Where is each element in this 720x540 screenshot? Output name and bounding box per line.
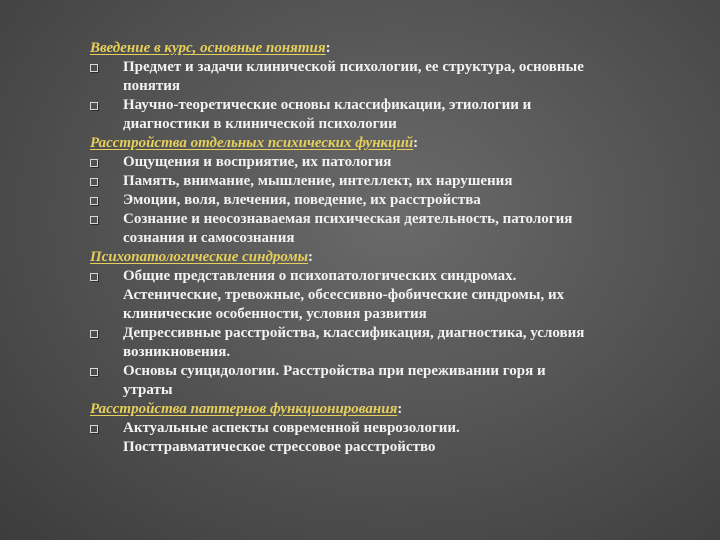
list-item-text: понятия [123, 78, 181, 94]
list-item-text: клинические особенности, условия развития [123, 306, 427, 322]
slide-content [90, 39, 690, 457]
list-item-text: Сознание и неосознаваемая психическая деятельность, патология [123, 211, 573, 227]
list-item-text: Ощущения и восприятие, их патология [123, 154, 392, 170]
list-item-text: диагностики в клинической психологии [123, 116, 397, 132]
list-item-text: Основы суицидологии. Расстройства при переживании горя и [123, 363, 546, 379]
list-item-text: Актуальные аспекты современной неврозологии. [123, 420, 460, 436]
square-bullet-icon [90, 197, 98, 205]
list-item-text: Астенические, тревожные, обсессивно-фобические синдромы, их [123, 287, 565, 303]
list-item-text: сознания и самосознания [123, 230, 295, 246]
list-item-text: Эмоции, воля, влечения, поведение, их расстройства [123, 192, 481, 208]
square-bullet-icon [90, 178, 98, 186]
list-item [90, 58, 690, 96]
square-bullet-icon [90, 368, 98, 376]
list-item [90, 172, 690, 191]
list-item-text: Память, внимание, мышление, интеллект, их нарушения [123, 173, 513, 189]
list-item-text: Научно-теоретические основы классификации, этиологии и [123, 97, 532, 113]
section-heading-text: Введение в курс, основные понятия [90, 40, 326, 56]
list-item-text: Предмет и задачи клинической психологии, ее структура, основные [123, 59, 584, 75]
list-item-text: возникновения. [123, 344, 231, 360]
square-bullet-icon [90, 273, 98, 281]
list-item [90, 324, 690, 362]
heading-colon: : [325, 40, 331, 56]
list-item-text: утраты [123, 382, 173, 398]
list-item [90, 210, 690, 248]
list-item-text: Депрессивные расстройства, классификация, диагностика, условия [123, 325, 585, 341]
section-heading-text: Психопатологические синдромы [90, 249, 309, 265]
square-bullet-icon [90, 102, 98, 110]
section-heading [90, 134, 690, 153]
list-item-text: Посттравматическое стрессовое расстройство [123, 439, 436, 455]
list-item [90, 419, 690, 457]
list-item [90, 362, 690, 400]
square-bullet-icon [90, 425, 98, 433]
square-bullet-icon [90, 330, 98, 338]
section-heading [90, 400, 690, 419]
section-heading-text: Расстройства отдельных психических функций [90, 135, 414, 151]
list-item [90, 267, 690, 324]
square-bullet-icon [90, 216, 98, 224]
section-heading [90, 248, 690, 267]
list-item [90, 153, 690, 172]
square-bullet-icon [90, 159, 98, 167]
list-item [90, 191, 690, 210]
section-heading [90, 39, 690, 58]
section-heading-text: Расстройства паттернов функционирования [90, 401, 398, 417]
heading-colon: : [397, 401, 403, 417]
list-item-text: Общие представления о психопатологических синдромах. [123, 268, 517, 284]
list-item [90, 96, 690, 134]
heading-colon: : [308, 249, 314, 265]
square-bullet-icon [90, 64, 98, 72]
heading-colon: : [413, 135, 419, 151]
